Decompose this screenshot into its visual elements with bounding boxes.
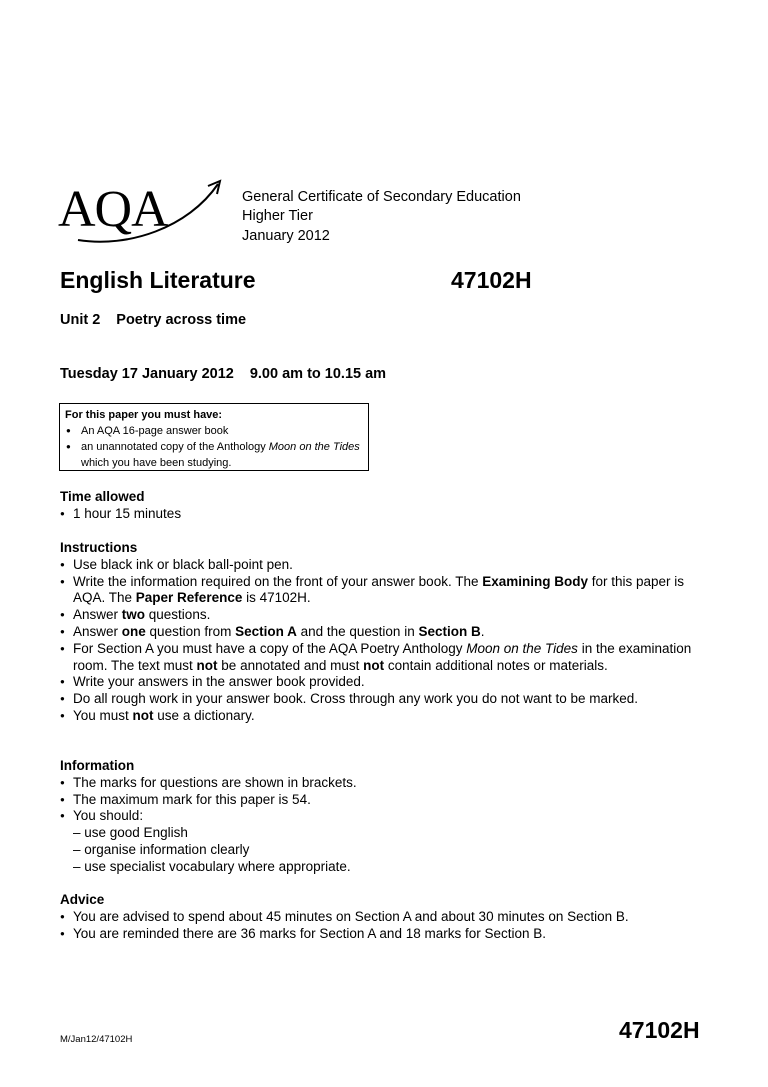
sub-list-item: – use specialist vocabulary where appropriate. <box>73 858 351 874</box>
text: Answer <box>73 623 122 639</box>
anthology-title: Moon on the Tides <box>268 441 360 453</box>
text: not <box>132 707 154 723</box>
text: Write the information required on the front of your answer book. The <box>73 573 483 589</box>
footer-reference: M/Jan12/47102H <box>60 1034 133 1045</box>
materials-text: which you have been studying. <box>81 457 232 469</box>
text: not <box>363 657 385 673</box>
list-item: ● You are advised to spend about 45 minutes on Section A and about 30 minutes on Section B. <box>60 909 700 926</box>
list-item <box>60 574 700 608</box>
text: and the question in <box>296 623 419 639</box>
unit-name: Poetry across time <box>116 312 247 328</box>
text: question from <box>145 623 236 639</box>
text: not <box>196 657 218 673</box>
list-item: ● You should: <box>60 808 700 825</box>
materials-item: ● An AQA 16-page answer book <box>65 423 363 439</box>
advice-section <box>60 892 700 942</box>
information-section <box>60 758 700 876</box>
text: contain additional notes or materials. <box>384 657 608 673</box>
materials-item <box>65 439 363 471</box>
list-item: ● The maximum mark for this paper is 54. <box>60 792 700 809</box>
materials-title: For this paper you must have: <box>65 409 223 421</box>
list-item: ● Do all rough work in your answer book. Cross through any work you do not want to be marked. <box>60 691 700 708</box>
text: be annotated and must <box>217 657 364 673</box>
exam-date: Tuesday 17 January 2012 <box>60 366 234 382</box>
exam-session: January 2012 <box>242 228 330 244</box>
section-title: Time allowed <box>60 489 145 504</box>
exam-time: 9.00 am to 10.15 am <box>249 366 387 382</box>
list-item <box>60 708 700 725</box>
section-title: Instructions <box>60 540 138 555</box>
aqa-logo: AQA <box>58 181 168 238</box>
exam-date-line <box>60 366 386 382</box>
materials-text: an unannotated copy of the Anthology <box>81 441 269 453</box>
text: in the examination room. The text must <box>73 640 692 673</box>
list-item: ● 1 hour 15 minutes <box>60 506 700 523</box>
text: Answer <box>73 607 122 623</box>
text: Section B <box>418 623 481 639</box>
list-item <box>60 624 700 641</box>
list-item: ● You are reminded there are 36 marks for Section A and 18 marks for Section B. <box>60 926 700 943</box>
list-item: ● Write your answers in the answer book provided. <box>60 674 700 691</box>
text: one <box>121 623 146 639</box>
tier-label: Higher Tier <box>242 208 313 224</box>
anthology-title: Moon on the Tides <box>466 640 578 656</box>
text: use a dictionary. <box>153 707 255 723</box>
instructions-section <box>60 540 700 725</box>
text: Section A <box>235 623 297 639</box>
text: For Section A you must have a copy of the AQA Poetry Anthology <box>73 640 467 656</box>
list-item <box>60 641 700 675</box>
list-item <box>60 607 700 624</box>
section-title: Advice <box>60 892 105 907</box>
text: is 47102H. <box>242 590 311 606</box>
subject-title: English Literature <box>60 267 256 293</box>
text: for this paper is AQA. The <box>73 573 685 606</box>
sub-list-item: – organise information clearly <box>73 841 250 857</box>
text: two <box>121 607 146 623</box>
text: Paper Reference <box>135 590 243 606</box>
text: You must <box>73 707 133 723</box>
unit-line <box>60 312 246 328</box>
footer-paper-code: 47102H <box>619 1017 700 1043</box>
section-title: Information <box>60 758 135 773</box>
text: . <box>480 623 485 639</box>
text: questions. <box>145 607 211 623</box>
sub-list-item: – use good English <box>73 825 188 841</box>
time-allowed-section <box>60 489 700 523</box>
text: Examining Body <box>482 573 588 589</box>
materials-box <box>59 403 369 471</box>
paper-code: 47102H <box>451 267 532 293</box>
unit-number: Unit 2 <box>60 312 101 328</box>
list-item: ● The marks for questions are shown in brackets. <box>60 775 700 792</box>
list-item: ● Use black ink or black ball-point pen. <box>60 557 700 574</box>
qualification-name: General Certificate of Secondary Education <box>242 189 521 205</box>
